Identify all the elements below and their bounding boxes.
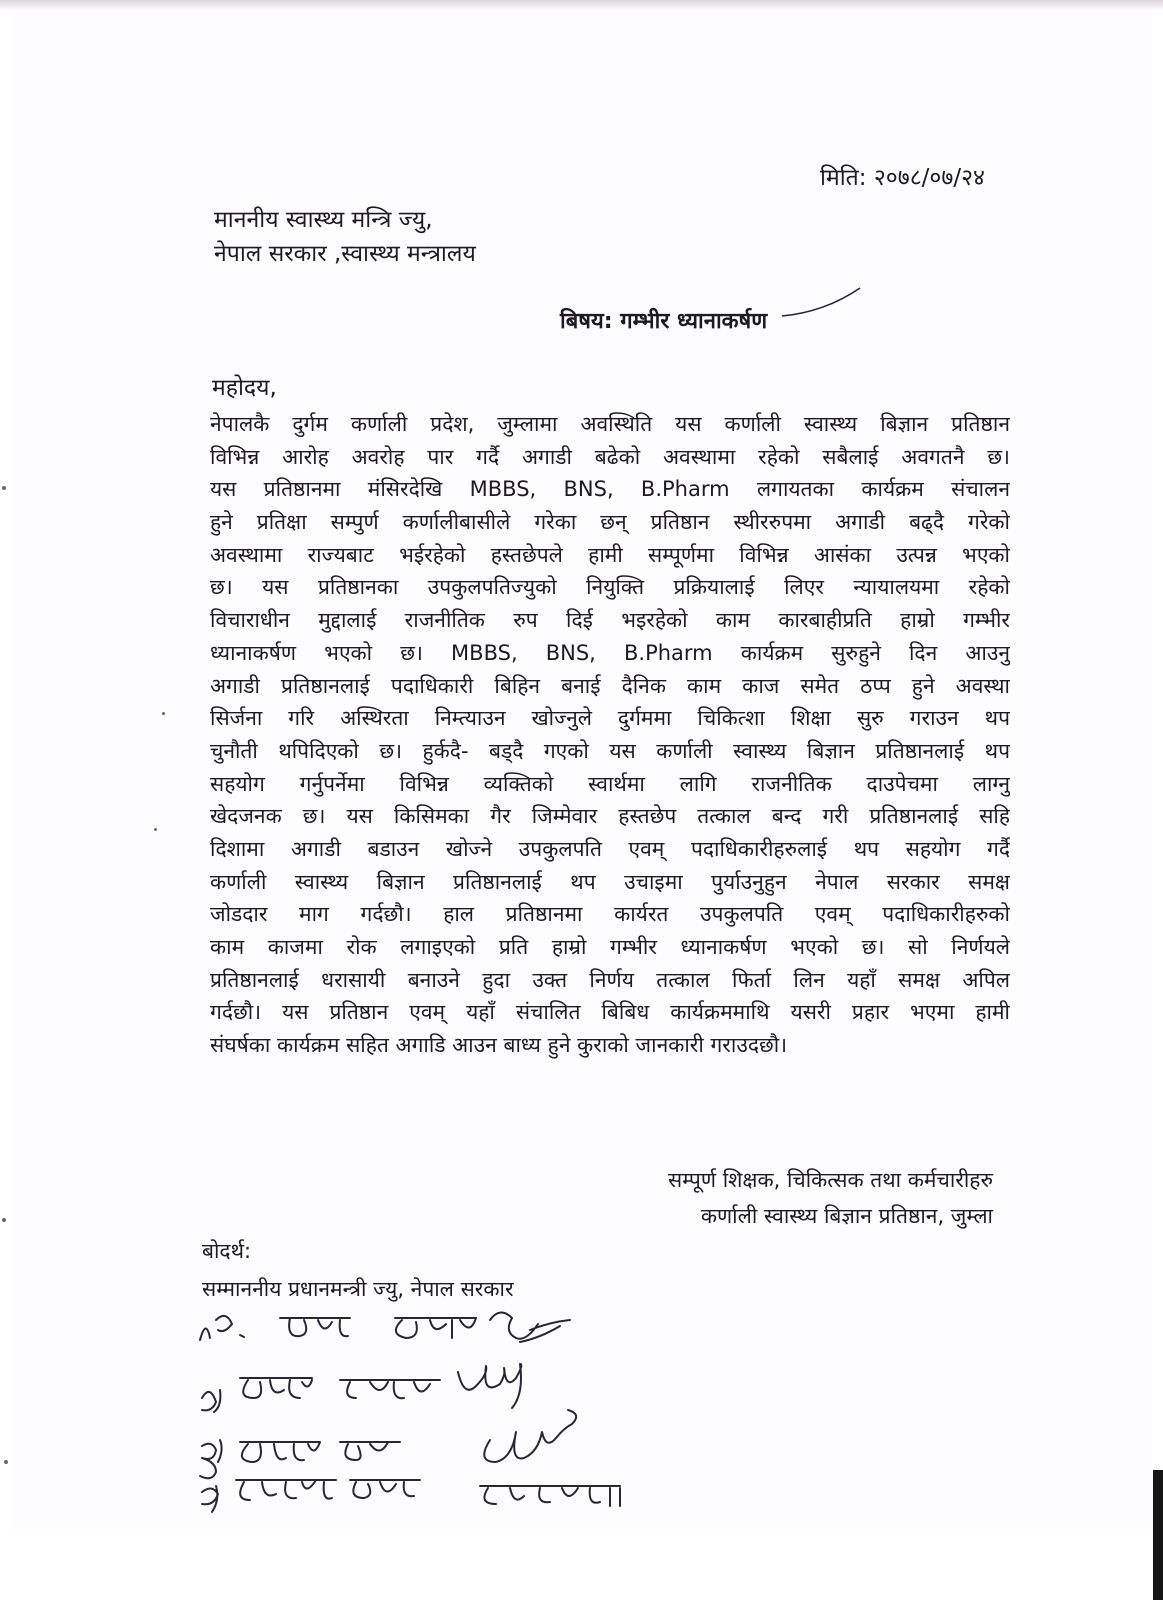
body-line: नेपालकै दुर्गम कर्णाली प्रदेश, जुम्लामा अवस्थिति यस कर्णाली स्वास्थ्य बिज्ञान प्रतिष्ठान bbox=[210, 412, 1010, 436]
body-line: चुनौती थपिदिएको छ। हुर्कदै- बड्दै गएको यस कर्णाली स्वास्थ्य बिज्ञान प्रतिष्ठानलाई थप bbox=[210, 738, 1010, 763]
scan-top-shadow bbox=[0, 0, 1163, 10]
signature-line: सम्पूर्ण शिक्षक, चिकित्सक तथा कर्मचारीहरु bbox=[668, 1168, 993, 1192]
signature-block bbox=[668, 1162, 993, 1234]
body-line: संघर्षका कार्यक्रम सहित अगाडि आउन बाध्य हुने कुराको जानकारी गराउदछौ। bbox=[210, 1033, 788, 1058]
body-line: सिर्जना गरि अस्थिरता निम्त्याउन खोज्नुले दुर्गममा चिकित्शा शिक्षा सुरु गराउन थप bbox=[210, 706, 1010, 731]
scan-speck bbox=[2, 486, 6, 490]
body-line: गर्दछौ। यस प्रतिष्ठान एवम् यहाँ संचालित बिबिध कार्यक्रममाथि यसरी प्रहार भएमा हामी bbox=[210, 1000, 1010, 1025]
scan-edge bbox=[1153, 1470, 1163, 1600]
body-line: छ। यस प्रतिष्ठानका उपकुलपतिज्युको नियुक्ति प्रक्रियालाई लिएर न्यायालयमा रहेको bbox=[210, 575, 1010, 600]
body-line: ध्यानाकर्षण भएको छ। MBBS, BNS, B.Pharm कार्यक्रम सुरुहुने दिन आउनु bbox=[210, 640, 1010, 665]
letter-subject: बिषय: गम्भीर ध्यानाकर्षण bbox=[560, 309, 768, 334]
handwritten-signatures bbox=[190, 1300, 710, 1525]
letter-date: मिति: २०७८/०७/२४ bbox=[820, 165, 986, 191]
letter-body bbox=[210, 408, 1010, 1062]
addressee-line: माननीय स्वास्थ्य मन्त्रि ज्यु, bbox=[214, 207, 433, 233]
scan-speck bbox=[2, 1218, 6, 1222]
scan-speck bbox=[162, 712, 165, 715]
body-line: विचाराधीन मुद्दालाई राजनीतिक रुप दिई भइरहेको काम कारबाहीप्रति हाम्रो गम्भीर bbox=[210, 608, 1010, 633]
body-line: प्रतिष्ठानलाई धरासायी बनाउने हुदा उक्त निर्णय तत्काल फिर्ता लिन यहाँ समक्ष अपिल bbox=[210, 967, 1010, 992]
addressee-line: नेपाल सरकार ,स्वास्थ्य मन्त्रालय bbox=[214, 241, 476, 267]
scan-speck bbox=[4, 1460, 8, 1464]
body-line: अगाडी प्रतिष्ठानलाई पदाधिकारी बिहिन बनाई दैनिक काम काज समेत ठप्प हुने अवस्था bbox=[210, 673, 1010, 698]
body-line: यस प्रतिष्ठानमा मंसिरदेखि MBBS, BNS, B.Pharm लगायतका कार्यक्रम संचालन bbox=[210, 477, 1010, 502]
body-line: विभिन्न आरोह अवरोह पार गर्दै अगाडी बढेको अवस्थामा रहेको सबैलाई अवगतनै छ। bbox=[210, 444, 1010, 469]
cc-block bbox=[202, 1232, 514, 1308]
body-line: सहयोग गर्नुपर्नेमा विभिन्न व्यक्तिको स्वार्थमा लागि राजनीतिक दाउपेचमा लाग्नु bbox=[210, 771, 1010, 796]
subject-pen-mark bbox=[780, 282, 870, 322]
cc-recipient: सम्माननीय प्रधानमन्त्री ज्यु, नेपाल सरकार bbox=[202, 1277, 514, 1301]
body-line: दिशामा अगाडी बडाउन खोज्ने उपकुलपति एवम् पदाधिकारीहरुलाई थप सहयोग गर्दै bbox=[210, 836, 1010, 861]
salutation: महोदय, bbox=[212, 375, 277, 401]
signature-line: कर्णाली स्वास्थ्य बिज्ञान प्रतिष्ठान, जुम्ला bbox=[700, 1204, 993, 1228]
body-line: कर्णाली स्वास्थ्य बिज्ञान प्रतिष्ठानलाई थप उचाइमा पुर्याउनुहुन नेपाल सरकार समक्ष bbox=[210, 869, 1010, 894]
body-line: अवस्थामा राज्यबाट भईरहेको हस्तछेपले हामी सम्पूर्णमा विभिन्न आसंका उत्पन्न भएको bbox=[210, 542, 1010, 567]
body-line: जोडदार माग गर्दछौ। हाल प्रतिष्ठानमा कार्यरत उपकुलपति एवम् पदाधिकारीहरुको bbox=[210, 902, 1010, 927]
body-line: खेदजनक छ। यस किसिमका गैर जिम्मेवार हस्तछेप तत्काल बन्द गरी प्रतिष्ठानलाई सहि bbox=[210, 804, 1010, 829]
cc-label: बोदर्थ: bbox=[202, 1239, 252, 1263]
addressee-block bbox=[214, 203, 476, 271]
body-line: हुने प्रतिक्षा सम्पुर्ण कर्णालीबासीले गरेका छन् प्रतिष्ठान स्थीररुपमा अगाडी बढ्दै गरेको bbox=[210, 510, 1010, 535]
body-line: काम काजमा रोक लगाइएको प्रति हाम्रो गम्भीर ध्यानाकर्षण भएको छ। सो निर्णयले bbox=[210, 935, 1010, 959]
scan-margin bbox=[0, 1530, 1163, 1600]
scan-speck bbox=[154, 828, 157, 831]
